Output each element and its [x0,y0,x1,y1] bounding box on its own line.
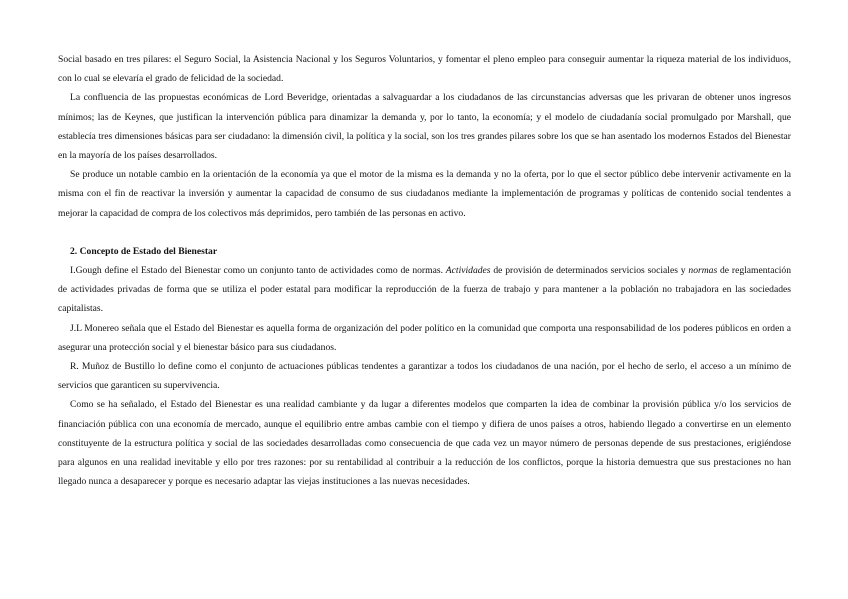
paragraph-5: J.L Monereo señala que el Estado del Bienestar es aquella forma de organización del poder político en la comunidad que comporta una responsabilidad de los poderes públicos en orden a asegurar una protección social y el bienestar básico para sus ciudadanos. [58,322,791,353]
paragraph-3: Se produce un notable cambio en la orientación de la economía ya que el motor de la misma es la demanda y no la oferta, por lo que el sector público debe intervenir activamente en la misma con el fin de reactivar la inversión y aumentar la capacidad de consumo de sus ciudadanos mediante la implementación de programas y políticas de contenido social tendentes a mejorar la capacidad de compra de los colectivos más deprimidos, pero también de las personas en activo. [58,169,791,219]
paragraph-7: Como se ha señalado, el Estado del Bienestar es una realidad cambiante y da lugar a diferentes modelos que comparten la idea de combinar la provisión pública y/o los servicios de financiación pública con una economía de mercado, aunque el equilibrio entre ambas cambie con el tiempo y difiera de unos países a otros, habiendo llegado a convertirse en un elemento constituyente de la estructura política y social de las sociedades desarrolladas como consecuencia de que cada vez un mayor número de personas depende de sus prestaciones, erigiéndose para algunos en una realidad inevitable y ello por tres razones: por su rentabilidad al contribuir a la reducción de los conflictos, porque la historia demuestra que sus prestaciones no han llegado nunca a desaparecer y porque es necesario adaptar las viejas instituciones a las nuevas necesidades. [58,399,791,488]
paragraph-4-emphasis-normas: normas [688,265,718,277]
paragraph-2: La confluencia de las propuestas económicas de Lord Beveridge, orientadas a salvaguardar a los ciudadanos de las circunstancias adversas que les privaran de obtener unos ingresos mínimos; las de Keynes, que justifican la intervención pública para dinamizar la demanda y, por lo tanto, la economía; y el modelo de ciudadanía social promulgado por Marshall, que establecía tres dimensiones básicas para ser ciudadano: la dimensión civil, la política y la social, son los tres grandes pilares sobre los que se han asentado los modernos Estados del Bienestar en la mayoría de los países desarrollados. [58,92,791,162]
section-heading: 2. Concepto de Estado del Bienestar [70,245,218,257]
paragraph-4-part-a: I.Gough define el Estado del Bienestar como un conjunto tanto de actividades como de normas. [70,265,446,277]
paragraph-4-part-c: de reglamentación de actividades privadas de forma que se utiliza el poder estatal para modificar la reproducción de la fuerza de trabajo y para mantener a la población no trabajadora en las sociedades capitalistas. [58,265,792,315]
paragraph-4-emphasis-actividades: Actividades [445,265,491,277]
document-page [58,50,791,491]
paragraph-6: R. Muñoz de Bustillo lo define como el conjunto de actuaciones públicas tendentes a garantizar a todos los ciudadanos de una nación, por el hecho de serlo, el acceso a un mínimo de servicios que garanticen su supervivencia. [58,361,791,392]
paragraph-4-part-b: de provisión de determinados servicios sociales y [490,265,689,277]
paragraph-1: Social basado en tres pilares: el Seguro Social, la Asistencia Nacional y los Seguros Voluntarios, y fomentar el pleno empleo para conseguir aumentar la riqueza material de los individuos, con lo cual se elevaría el grado de felicidad de la sociedad. [58,54,791,85]
paragraph-4 [58,261,791,319]
